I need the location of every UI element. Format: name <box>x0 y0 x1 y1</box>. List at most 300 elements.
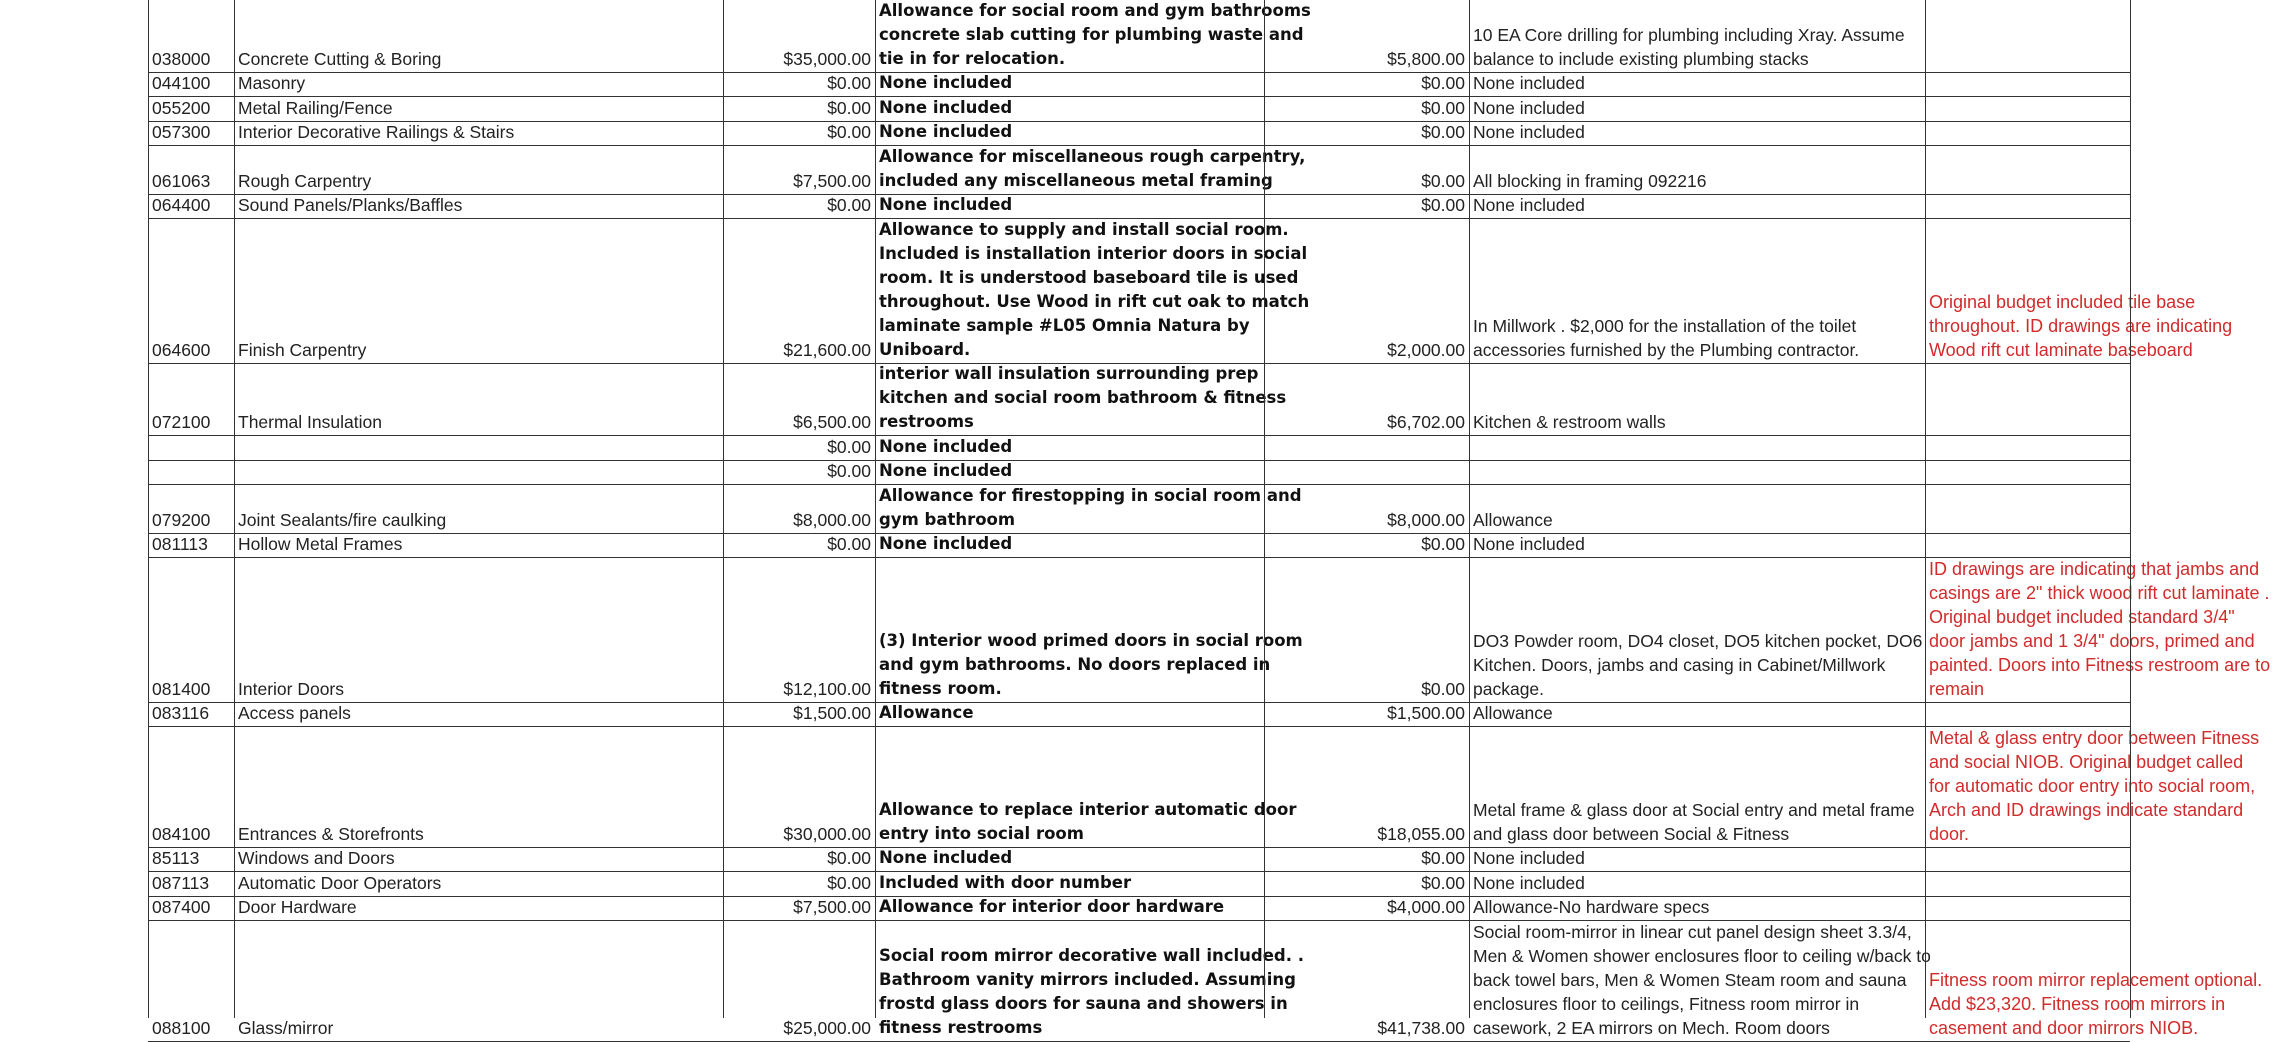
cell-text: 088100 <box>152 1017 211 1038</box>
cell-text: $1,500.00 <box>793 703 871 723</box>
cell-bid-description[interactable] <box>1469 703 1925 727</box>
cell-bid-description[interactable] <box>1469 219 1925 363</box>
cell-bid-amount[interactable] <box>1264 534 1469 558</box>
cell-bid-description[interactable] <box>1469 97 1925 121</box>
cell-text: 064600 <box>152 339 211 360</box>
cell-text-line: Original budget included standard 3/4" <box>1929 606 2235 627</box>
cell-text: $7,500.00 <box>793 170 871 191</box>
table-row <box>148 872 2130 897</box>
table-row <box>148 97 2130 122</box>
cell-bid-description[interactable] <box>1469 897 1925 921</box>
cell-bid-amount[interactable] <box>1264 872 1469 896</box>
cell-code[interactable] <box>148 727 234 847</box>
cell-text: $6,702.00 <box>1387 412 1465 432</box>
column-divider <box>1925 0 1926 1018</box>
column-divider <box>2130 0 2131 1018</box>
cell-text: $4,000.00 <box>1387 897 1465 917</box>
cell-text: 057300 <box>152 122 211 142</box>
cell-note[interactable] <box>1925 364 2277 436</box>
cell-text-line: (3) Interior wood primed doors in social room <box>879 630 1303 650</box>
cell-bid-description[interactable] <box>1469 534 1925 558</box>
cell-code[interactable] <box>148 558 234 702</box>
cell-bid-amount[interactable] <box>1264 461 1469 485</box>
table-row <box>148 436 2130 461</box>
cell-text-line: Original budget included tile base <box>1929 291 2196 312</box>
table-row <box>148 534 2130 559</box>
cell-bid-description[interactable] <box>1469 727 1925 847</box>
cell-text-line: remain <box>1929 678 1985 699</box>
cell-text: Automatic Door Operators <box>238 872 442 893</box>
cell-text: $0.00 <box>827 436 871 457</box>
cell-name[interactable] <box>234 534 723 558</box>
cell-text: $0.00 <box>1421 122 1465 142</box>
cell-note[interactable] <box>1925 534 2277 558</box>
cell-bid-description[interactable] <box>1469 146 1925 194</box>
table-row <box>148 727 2260 848</box>
cell-text: 084100 <box>152 823 211 844</box>
table-row <box>148 848 2130 873</box>
table-row <box>148 703 2130 728</box>
cell-code[interactable] <box>148 364 234 436</box>
cell-text: $25,000.00 <box>783 1017 871 1038</box>
cell-budget-description[interactable] <box>875 219 1310 363</box>
cell-budget-description[interactable] <box>875 534 1264 558</box>
cell-text-line: gym bathroom <box>879 509 1016 529</box>
cell-text: $41,738.00 <box>1377 1017 1465 1038</box>
cell-text: $8,000.00 <box>793 509 871 530</box>
cell-text-line: Bathroom vanity mirrors included. Assuming <box>879 969 1296 989</box>
cell-bid-amount[interactable] <box>1264 558 1469 702</box>
cell-text-line: door. <box>1929 823 1970 844</box>
cell-budget-description[interactable] <box>875 195 1264 219</box>
cell-text-line: for automatic door entry into social room, <box>1929 775 2256 796</box>
cell-text-line: restrooms <box>879 412 974 431</box>
cell-text: Rough Carpentry <box>238 170 372 191</box>
cell-text: Entrances & Storefronts <box>238 823 424 844</box>
cell-code[interactable] <box>148 219 234 363</box>
cell-text: Interior Doors <box>238 678 345 699</box>
table-row <box>148 364 2130 437</box>
cell-text-line: None included <box>879 848 1013 867</box>
cell-text: $21,600.00 <box>783 339 871 360</box>
cell-bid-description[interactable] <box>1469 436 1925 460</box>
cell-text: 038000 <box>152 48 211 69</box>
cell-text-line: Allowance <box>879 703 974 722</box>
cell-bid-description[interactable] <box>1469 485 1925 533</box>
cell-budget-amount[interactable] <box>723 0 875 72</box>
cell-text: Metal Railing/Fence <box>238 97 393 118</box>
cell-text: Finish Carpentry <box>238 339 367 360</box>
cell-text-line: room. It is understood baseboard tile is used <box>879 267 1299 287</box>
table-row <box>148 558 2271 703</box>
cell-text: $0.00 <box>827 534 871 554</box>
cell-bid-description[interactable] <box>1469 921 1931 1041</box>
cell-bid-description[interactable] <box>1469 122 1925 146</box>
cell-text: $0.00 <box>827 848 871 868</box>
cell-text-line: accessories furnished by the Plumbing contractor. <box>1473 339 1860 360</box>
cell-text-line: None included <box>879 122 1013 141</box>
cell-text-line: Fitness room mirror replacement optional. <box>1929 969 2263 990</box>
cell-text: Sound Panels/Planks/Baffles <box>238 195 463 215</box>
cell-name[interactable] <box>234 436 723 460</box>
cell-note[interactable] <box>1925 727 2277 847</box>
cell-text-line: In Millwork . $2,000 for the installation of the toilet <box>1473 315 1857 336</box>
cell-text-line: Arch and ID drawings indicate standard <box>1929 799 2244 820</box>
cell-text-line: Allowance for interior door hardware <box>879 897 1225 916</box>
column-divider <box>875 0 876 1018</box>
cell-code[interactable] <box>148 122 234 146</box>
cell-budget-amount[interactable] <box>723 97 875 121</box>
cell-budget-amount[interactable] <box>723 436 875 460</box>
cell-code[interactable] <box>148 461 234 485</box>
cell-name[interactable] <box>234 97 723 121</box>
cell-text-line: None included <box>1473 97 1585 118</box>
cell-text-line: enclosures floor to ceilings, Fitness room mirror in <box>1473 993 1860 1014</box>
table-row <box>148 219 2233 364</box>
cell-name[interactable] <box>234 146 723 194</box>
table-row <box>148 122 2130 147</box>
cell-text-line: DO3 Powder room, DO4 closet, DO5 kitchen pocket, DO6 <box>1473 630 1923 651</box>
cell-note[interactable] <box>1925 195 2277 219</box>
cell-budget-description[interactable] <box>875 0 1311 72</box>
cell-text: 061063 <box>152 170 211 191</box>
cell-budget-amount[interactable] <box>723 485 875 533</box>
cell-text: Hollow Metal Frames <box>238 534 403 554</box>
cell-text-line: Included is installation interior doors in social <box>879 243 1308 263</box>
cell-text-line: Social room mirror decorative wall included. . <box>879 945 1305 965</box>
column-divider <box>723 0 724 1018</box>
cell-budget-description[interactable] <box>875 485 1302 533</box>
cell-text-line: fitness restrooms <box>879 1017 1043 1037</box>
cell-budget-description[interactable] <box>875 921 1305 1041</box>
cell-text: $7,500.00 <box>793 897 871 917</box>
column-divider <box>1264 0 1265 1018</box>
cell-text: 079200 <box>152 509 211 530</box>
cell-text-line: None included <box>1473 848 1585 868</box>
cell-code[interactable] <box>148 0 234 72</box>
cell-name[interactable] <box>234 848 723 872</box>
cell-note[interactable] <box>1925 122 2277 146</box>
cell-text-line: door jambs and 1 3/4" doors, primed and <box>1929 630 2255 651</box>
cell-budget-description[interactable] <box>875 364 1287 436</box>
cell-code[interactable] <box>148 195 234 219</box>
cell-budget-amount[interactable] <box>723 727 875 847</box>
cell-code[interactable] <box>148 73 234 97</box>
cell-note[interactable] <box>1925 436 2277 460</box>
cell-text-line: Kitchen & restroom walls <box>1473 412 1666 432</box>
cell-text: Joint Sealants/fire caulking <box>238 509 447 530</box>
cell-text-line: painted. Doors into Fitness restroom are to <box>1929 654 2271 675</box>
cell-text: 081400 <box>152 678 211 699</box>
cell-budget-amount[interactable] <box>723 872 875 896</box>
cell-name[interactable] <box>234 219 723 363</box>
cell-budget-description[interactable] <box>875 146 1306 194</box>
cell-text-line: None included <box>1473 534 1585 554</box>
cell-text: Windows and Doors <box>238 848 395 868</box>
table-row <box>148 921 2263 1042</box>
cell-text-line: None included <box>1473 73 1585 93</box>
cell-code[interactable] <box>148 921 234 1041</box>
cell-text-line: Metal frame & glass door at Social entry and metal frame <box>1473 799 1915 820</box>
cell-bid-amount[interactable] <box>1264 727 1469 847</box>
cell-text: $8,000.00 <box>1387 509 1465 530</box>
cell-budget-amount[interactable] <box>723 73 875 97</box>
cell-budget-amount[interactable] <box>723 195 875 219</box>
cell-bid-amount[interactable] <box>1264 122 1469 146</box>
cell-text: $30,000.00 <box>783 823 871 844</box>
cell-bid-amount[interactable] <box>1264 219 1469 363</box>
cell-bid-description[interactable] <box>1469 0 1925 72</box>
cell-text-line: casework, 2 EA mirrors on Mech. Room doors <box>1473 1017 1830 1038</box>
cell-name[interactable] <box>234 558 723 702</box>
cell-name[interactable] <box>234 921 723 1041</box>
cell-budget-amount[interactable] <box>723 364 875 436</box>
cell-budget-description[interactable] <box>875 461 1264 485</box>
cell-text: $0.00 <box>1421 872 1465 893</box>
cell-bid-amount[interactable] <box>1264 848 1469 872</box>
cell-note[interactable] <box>1925 73 2277 97</box>
cell-text-line: laminate sample #L05 Omnia Natura by <box>879 315 1250 335</box>
cell-budget-amount[interactable] <box>723 703 875 727</box>
cell-text-line: throughout. ID drawings are indicating <box>1929 315 2233 336</box>
cell-note[interactable] <box>1925 97 2277 121</box>
cell-text-line: Allowance for social room and gym bathrooms <box>879 0 1311 20</box>
cell-bid-amount[interactable] <box>1264 73 1469 97</box>
cell-bid-description[interactable] <box>1469 364 1925 436</box>
cell-text: 055200 <box>152 97 211 118</box>
cell-bid-description[interactable] <box>1469 461 1925 485</box>
cell-text: 044100 <box>152 73 211 93</box>
cell-text-line: and gym bathrooms. No doors replaced in <box>879 654 1271 674</box>
cell-text: $0.00 <box>827 122 871 142</box>
cell-text-line: Wood rift cut laminate baseboard <box>1929 339 2193 360</box>
cell-budget-description[interactable] <box>875 73 1264 97</box>
cell-code[interactable] <box>148 872 234 896</box>
cell-name[interactable] <box>234 485 723 533</box>
cell-note[interactable] <box>1925 921 2277 1041</box>
cell-bid-amount[interactable] <box>1264 897 1469 921</box>
cell-budget-description[interactable] <box>875 848 1264 872</box>
cell-text-line: None included <box>879 73 1013 92</box>
cell-text-line: None included <box>879 436 1013 456</box>
cell-text-line: kitchen and social room bathroom & fitness <box>879 388 1287 407</box>
cell-budget-description[interactable] <box>875 558 1303 702</box>
cell-bid-amount[interactable] <box>1264 97 1469 121</box>
cell-text: $5,800.00 <box>1387 48 1465 69</box>
cell-text-line: None included <box>879 195 1013 214</box>
cell-bid-amount[interactable] <box>1264 703 1469 727</box>
cell-text-line: Allowance to replace interior automatic door <box>879 799 1297 819</box>
cell-code[interactable] <box>148 436 234 460</box>
cell-name[interactable] <box>234 73 723 97</box>
table-row <box>148 0 2130 73</box>
cell-bid-description[interactable] <box>1469 195 1925 219</box>
cell-text-line: frostd glass doors for sauna and showers in <box>879 993 1288 1013</box>
cell-text-line: Metal & glass entry door between Fitness <box>1929 727 2260 748</box>
cell-name[interactable] <box>234 364 723 436</box>
cell-text: 072100 <box>152 412 211 432</box>
cell-code[interactable] <box>148 97 234 121</box>
cell-note[interactable] <box>1925 0 2277 72</box>
cell-budget-amount[interactable] <box>723 534 875 558</box>
table-row <box>148 897 2130 922</box>
cell-text: Door Hardware <box>238 897 357 917</box>
cell-bid-amount[interactable] <box>1264 485 1469 533</box>
cell-bid-description[interactable] <box>1469 73 1925 97</box>
cell-text-line: Allowance <box>1473 703 1553 723</box>
cell-text-line: Allowance <box>1473 509 1553 530</box>
cell-name[interactable] <box>234 461 723 485</box>
cell-text: $0.00 <box>827 97 871 118</box>
cell-note[interactable] <box>1925 485 2277 533</box>
cell-text: $0.00 <box>1421 678 1465 699</box>
cell-text-line: balance to include existing plumbing stacks <box>1473 48 1809 69</box>
cell-text-line: 10 EA Core drilling for plumbing including Xray. Assume <box>1473 24 1905 45</box>
column-divider <box>148 0 149 1018</box>
cell-budget-amount[interactable] <box>723 146 875 194</box>
cell-text-line: All blocking in framing 092216 <box>1473 170 1707 191</box>
cell-code[interactable] <box>148 703 234 727</box>
cell-note[interactable] <box>1925 219 2277 363</box>
cell-text: 083116 <box>152 703 210 723</box>
cell-text: 85113 <box>152 848 200 868</box>
cell-text: $0.00 <box>1421 195 1465 215</box>
cell-code[interactable] <box>148 485 234 533</box>
cell-note[interactable] <box>1925 558 2277 702</box>
cell-budget-amount[interactable] <box>723 122 875 146</box>
cell-text: $18,055.00 <box>1377 823 1465 844</box>
cell-text: 087113 <box>152 872 210 893</box>
cell-code[interactable] <box>148 534 234 558</box>
cell-text-line: ID drawings are indicating that jambs and <box>1929 558 2260 579</box>
cell-text-line: Allowance-No hardware specs <box>1473 897 1710 917</box>
cell-bid-amount[interactable] <box>1264 921 1469 1041</box>
cell-text-line: entry into social room <box>879 823 1084 843</box>
cell-text-line: interior wall insulation surrounding prep <box>879 364 1259 383</box>
cell-note[interactable] <box>1925 703 2277 727</box>
cell-bid-description[interactable] <box>1469 872 1925 896</box>
cell-text-line: Included with door number <box>879 872 1132 892</box>
cell-name[interactable] <box>234 195 723 219</box>
cell-text-line: None included <box>879 461 1013 480</box>
cell-text: 064400 <box>152 195 211 215</box>
cell-code[interactable] <box>148 146 234 194</box>
cell-text: $0.00 <box>1421 848 1465 868</box>
table-row <box>148 461 2130 486</box>
cell-name[interactable] <box>234 703 723 727</box>
cell-note[interactable] <box>1925 872 2277 896</box>
cell-text-line: Men & Women shower enclosures floor to ceiling w/back to <box>1473 945 1931 966</box>
cell-text-line: concrete slab cutting for plumbing waste and <box>879 24 1304 44</box>
cell-note[interactable] <box>1925 897 2277 921</box>
cell-text-line: casement and door mirrors NIOB. <box>1929 1017 2199 1038</box>
cell-budget-description[interactable] <box>875 703 1264 727</box>
cell-text-line: casings are 2" thick wood rift cut laminate . <box>1929 582 2270 603</box>
cell-name[interactable] <box>234 897 723 921</box>
cell-bid-amount[interactable] <box>1264 146 1469 194</box>
cell-text: Concrete Cutting & Boring <box>238 48 442 69</box>
cell-budget-amount[interactable] <box>723 558 875 702</box>
cell-name[interactable] <box>234 122 723 146</box>
cell-budget-description[interactable] <box>875 436 1264 460</box>
cell-text: $0.00 <box>1421 97 1465 118</box>
cell-text-line: Uniboard. <box>879 339 971 359</box>
cell-text-line: tie in for relocation. <box>879 48 1066 68</box>
cell-note[interactable] <box>1925 146 2277 194</box>
cell-text-line: included any miscellaneous metal framing <box>879 170 1273 190</box>
cell-text: Interior Decorative Railings & Stairs <box>238 122 515 142</box>
cell-name[interactable] <box>234 727 723 847</box>
cell-note[interactable] <box>1925 848 2277 872</box>
cell-budget-description[interactable] <box>875 97 1264 121</box>
cell-text: $0.00 <box>1421 534 1465 554</box>
cell-text: Thermal Insulation <box>238 412 382 432</box>
table-row <box>148 146 2130 195</box>
cell-text-line: Allowance for firestopping in social room and <box>879 485 1302 505</box>
cell-budget-amount[interactable] <box>723 848 875 872</box>
cell-budget-amount[interactable] <box>723 921 875 1041</box>
cell-text-line: throughout. Use Wood in rift cut oak to match <box>879 291 1310 311</box>
cell-budget-description[interactable] <box>875 122 1264 146</box>
cell-text: $0.00 <box>827 195 871 215</box>
cell-text-line: fitness room. <box>879 678 1002 698</box>
cell-text-line: Kitchen. Doors, jambs and casing in Cabinet/Millwork <box>1473 654 1886 675</box>
cell-budget-amount[interactable] <box>723 219 875 363</box>
cell-bid-amount[interactable] <box>1264 0 1469 72</box>
cell-note[interactable] <box>1925 461 2277 485</box>
cell-bid-amount[interactable] <box>1264 364 1469 436</box>
cell-code[interactable] <box>148 897 234 921</box>
cell-text-line: Allowance for miscellaneous rough carpentry, <box>879 146 1306 166</box>
cell-text-line: None included <box>1473 195 1585 215</box>
table-row <box>148 485 2130 534</box>
cell-name[interactable] <box>234 0 723 72</box>
cell-text: $1,500.00 <box>1387 703 1465 723</box>
cell-budget-description[interactable] <box>875 897 1264 921</box>
cell-text: $6,500.00 <box>793 412 871 432</box>
cell-bid-amount[interactable] <box>1264 436 1469 460</box>
cell-text-line: None included <box>1473 872 1585 893</box>
cell-budget-description[interactable] <box>875 872 1264 896</box>
cell-budget-amount[interactable] <box>723 461 875 485</box>
cell-text-line: and glass door between Social & Fitness <box>1473 823 1790 844</box>
cell-text: $35,000.00 <box>783 48 871 69</box>
cell-text-line: package. <box>1473 678 1545 699</box>
cell-code[interactable] <box>148 848 234 872</box>
cell-text: Glass/mirror <box>238 1017 334 1038</box>
cell-text: 087400 <box>152 897 211 917</box>
cell-text-line: Add $23,320. Fitness room mirrors in <box>1929 993 2226 1014</box>
cell-bid-description[interactable] <box>1469 558 1925 702</box>
cell-text-line: Allowance to supply and install social room. <box>879 219 1289 239</box>
cell-bid-description[interactable] <box>1469 848 1925 872</box>
cell-budget-description[interactable] <box>875 727 1297 847</box>
column-divider <box>1469 0 1470 1018</box>
cell-text-line: None included <box>1473 122 1585 142</box>
cell-bid-amount[interactable] <box>1264 195 1469 219</box>
cell-text-line: Social room-mirror in linear cut panel design sheet 3.3/4, <box>1473 921 1912 942</box>
cell-text-line: back towel bars, Men & Women Steam room and sauna <box>1473 969 1907 990</box>
column-divider <box>234 0 235 1018</box>
cell-text: $0.00 <box>827 872 871 893</box>
cell-text-line: None included <box>879 534 1013 553</box>
cell-text: 081113 <box>152 534 208 554</box>
cell-budget-amount[interactable] <box>723 897 875 921</box>
cell-text: $0.00 <box>1421 73 1465 93</box>
cell-text: $0.00 <box>1421 170 1465 191</box>
cell-text-line: and social NIOB. Original budget called <box>1929 751 2244 772</box>
cell-name[interactable] <box>234 872 723 896</box>
